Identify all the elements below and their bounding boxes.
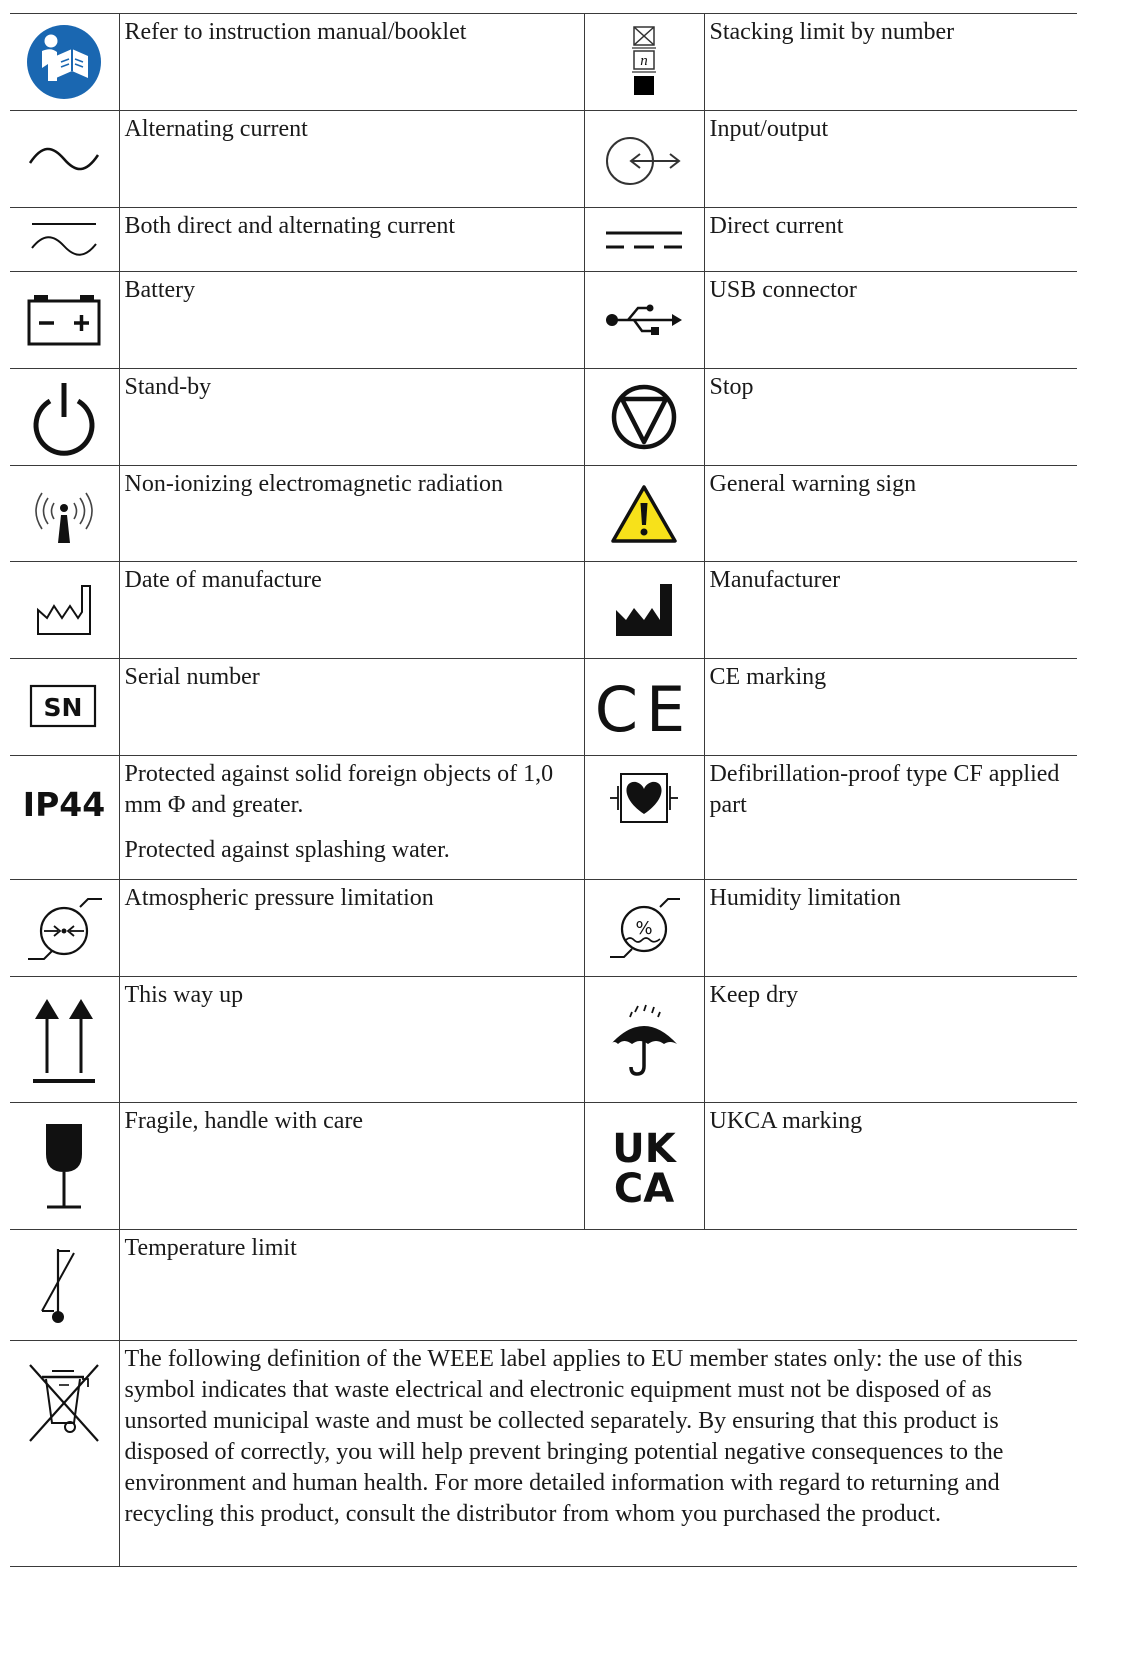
warning-icon: [609, 483, 679, 545]
ce-marking-icon: [594, 673, 694, 746]
humidity-percent: %: [635, 918, 653, 939]
icon-cell: [584, 466, 704, 562]
weee-bin-icon: [24, 1361, 104, 1445]
table-row: [10, 466, 1077, 562]
instruction-manual-icon: [26, 24, 102, 100]
symbol-label: Temperature limit: [124, 1235, 297, 1261]
symbol-label: Input/output: [709, 116, 829, 142]
table-row: [10, 208, 1077, 272]
direct-current-icon: [604, 225, 684, 255]
symbol-label: Refer to instruction manual/booklet: [124, 19, 467, 45]
symbol-label: Stop: [709, 374, 754, 400]
description-cell: [119, 111, 584, 208]
description-cell: [119, 466, 584, 562]
humidity-limitation-icon: [604, 893, 684, 963]
symbol-label: Atmospheric pressure limitation: [124, 885, 434, 911]
icon-cell: [10, 1230, 119, 1341]
description-cell: [704, 272, 1077, 369]
icon-cell: [10, 977, 119, 1103]
icon-cell: [10, 1103, 119, 1230]
symbol-label: Humidity limitation: [709, 885, 901, 911]
table-row: [10, 880, 1077, 977]
symbol-label: CE marking: [709, 664, 827, 690]
icon-cell: [584, 111, 704, 208]
icon-cell: [10, 14, 119, 111]
description-cell: [704, 659, 1077, 756]
standby-icon: [29, 379, 99, 455]
description-cell: [119, 756, 584, 880]
manufacturer-icon: [612, 580, 676, 640]
defibrillation-proof-cf-icon: [604, 770, 684, 826]
stacking-limit-n: n: [640, 53, 648, 69]
serial-number-icon: [29, 684, 99, 730]
symbol-label: Keep dry: [709, 982, 799, 1008]
symbol-label: Date of manufacture: [124, 567, 322, 593]
table-row: [10, 369, 1077, 466]
symbol-label: Manufacturer: [709, 567, 841, 593]
ip44-text: IP44: [23, 785, 106, 824]
description-cell: [119, 208, 584, 272]
ukca-line-2: CA: [613, 1166, 675, 1212]
description-cell: [704, 562, 1077, 659]
icon-cell: [10, 659, 119, 756]
keep-dry-icon: [608, 1002, 680, 1078]
description-cell: [704, 369, 1077, 466]
icon-cell: [584, 369, 704, 466]
symbol-label: Non-ionizing electromagnetic radiation: [124, 471, 504, 497]
description-cell: [119, 272, 584, 369]
icon-cell: [10, 466, 119, 562]
table-row: [10, 1230, 1077, 1341]
table-row: [10, 14, 1077, 111]
stacking-limit-icon: [624, 24, 664, 100]
description-cell: [704, 14, 1077, 111]
icon-cell: [584, 1103, 704, 1230]
symbol-label: Direct current: [709, 213, 844, 239]
description-cell: [119, 562, 584, 659]
ukca-line-1: UK: [612, 1126, 676, 1172]
symbol-label: Alternating current: [124, 116, 308, 142]
symbols-table: [10, 13, 1077, 1567]
symbol-label: Stand-by: [124, 374, 212, 400]
table-row: [10, 977, 1077, 1103]
table-row: [10, 111, 1077, 208]
description-cell: [119, 880, 584, 977]
icon-cell: [584, 977, 704, 1103]
icon-cell: [10, 756, 119, 880]
fragile-icon: [39, 1120, 89, 1212]
ukca-marking-icon: [604, 1126, 684, 1212]
description-cell: [119, 369, 584, 466]
temperature-limit-icon: [34, 1243, 94, 1327]
symbol-label: USB connector: [709, 277, 857, 303]
symbol-label: Defibrillation-proof type CF applied part: [709, 761, 1060, 818]
icon-cell: [584, 880, 704, 977]
icon-cell: [10, 208, 119, 272]
icon-cell: [584, 756, 704, 880]
usb-icon: [604, 300, 684, 340]
description-cell: [704, 111, 1077, 208]
table-row: [10, 659, 1077, 756]
symbol-label: Stacking limit by number: [709, 19, 955, 45]
icon-cell: [10, 880, 119, 977]
icon-cell: [10, 1341, 119, 1567]
icon-cell: [584, 14, 704, 111]
description-cell: [704, 977, 1077, 1103]
icon-cell: [10, 562, 119, 659]
description-cell: [119, 1230, 1077, 1341]
description-cell: [119, 14, 584, 111]
description-cell: [119, 659, 584, 756]
symbol-label: Both direct and alternating current: [124, 213, 456, 239]
radiation-icon: [24, 481, 104, 547]
symbol-label: This way up: [124, 982, 244, 1008]
table-row: [10, 756, 1077, 880]
icon-cell: [584, 562, 704, 659]
symbol-label: UKCA marking: [709, 1108, 863, 1134]
icon-cell: [584, 272, 704, 369]
symbol-label: General warning sign: [709, 471, 917, 497]
icon-cell: [10, 111, 119, 208]
ce-mark-text: CE: [594, 673, 694, 746]
description-cell: [704, 466, 1077, 562]
table-row: [10, 562, 1077, 659]
battery-icon: [26, 293, 102, 347]
icon-cell: [584, 208, 704, 272]
date-of-manufacture-icon: [32, 580, 96, 640]
symbol-label: Fragile, handle with care: [124, 1108, 364, 1134]
symbol-label: Serial number: [124, 664, 260, 690]
symbol-label-secondary: Protected against splashing water.: [124, 837, 450, 863]
description-cell: [119, 1341, 1077, 1567]
icon-cell: [584, 659, 704, 756]
description-cell: [704, 880, 1077, 977]
symbol-label: Protected against solid foreign objects of 1,0 mm Φ and greater.: [124, 761, 554, 818]
description-cell: [119, 1103, 584, 1230]
symbol-label: Battery: [124, 277, 196, 303]
serial-number-text: SN: [43, 693, 83, 722]
icon-cell: [10, 272, 119, 369]
description-cell: [119, 977, 584, 1103]
pressure-limitation-icon: [24, 891, 104, 965]
table-row: [10, 1341, 1077, 1567]
ip44-icon: [22, 780, 106, 826]
icon-cell: [10, 369, 119, 466]
stop-icon: [609, 382, 679, 452]
input-output-icon: [602, 129, 686, 189]
ac-dc-icon: [28, 218, 100, 262]
description-cell: [704, 208, 1077, 272]
table-row: [10, 1103, 1077, 1230]
weee-description: The following definition of the WEEE label applies to EU member states only: the use of this symbol indicates that waste electrical and electronic equipment must not be disposed of as unsorted municipal waste and must be collected separately. By ensuring that this product is disposed of correctly, you will help prevent bringing potential negative consequences to the environment and human health. For more detailed information with regard to returning and recycling this product, consult the distributor from whom you purchased the product.: [124, 1346, 1023, 1527]
description-cell: [704, 756, 1077, 880]
description-cell: [704, 1103, 1077, 1230]
alternating-current-icon: [26, 139, 102, 179]
this-way-up-icon: [27, 995, 101, 1085]
table-row: [10, 272, 1077, 369]
